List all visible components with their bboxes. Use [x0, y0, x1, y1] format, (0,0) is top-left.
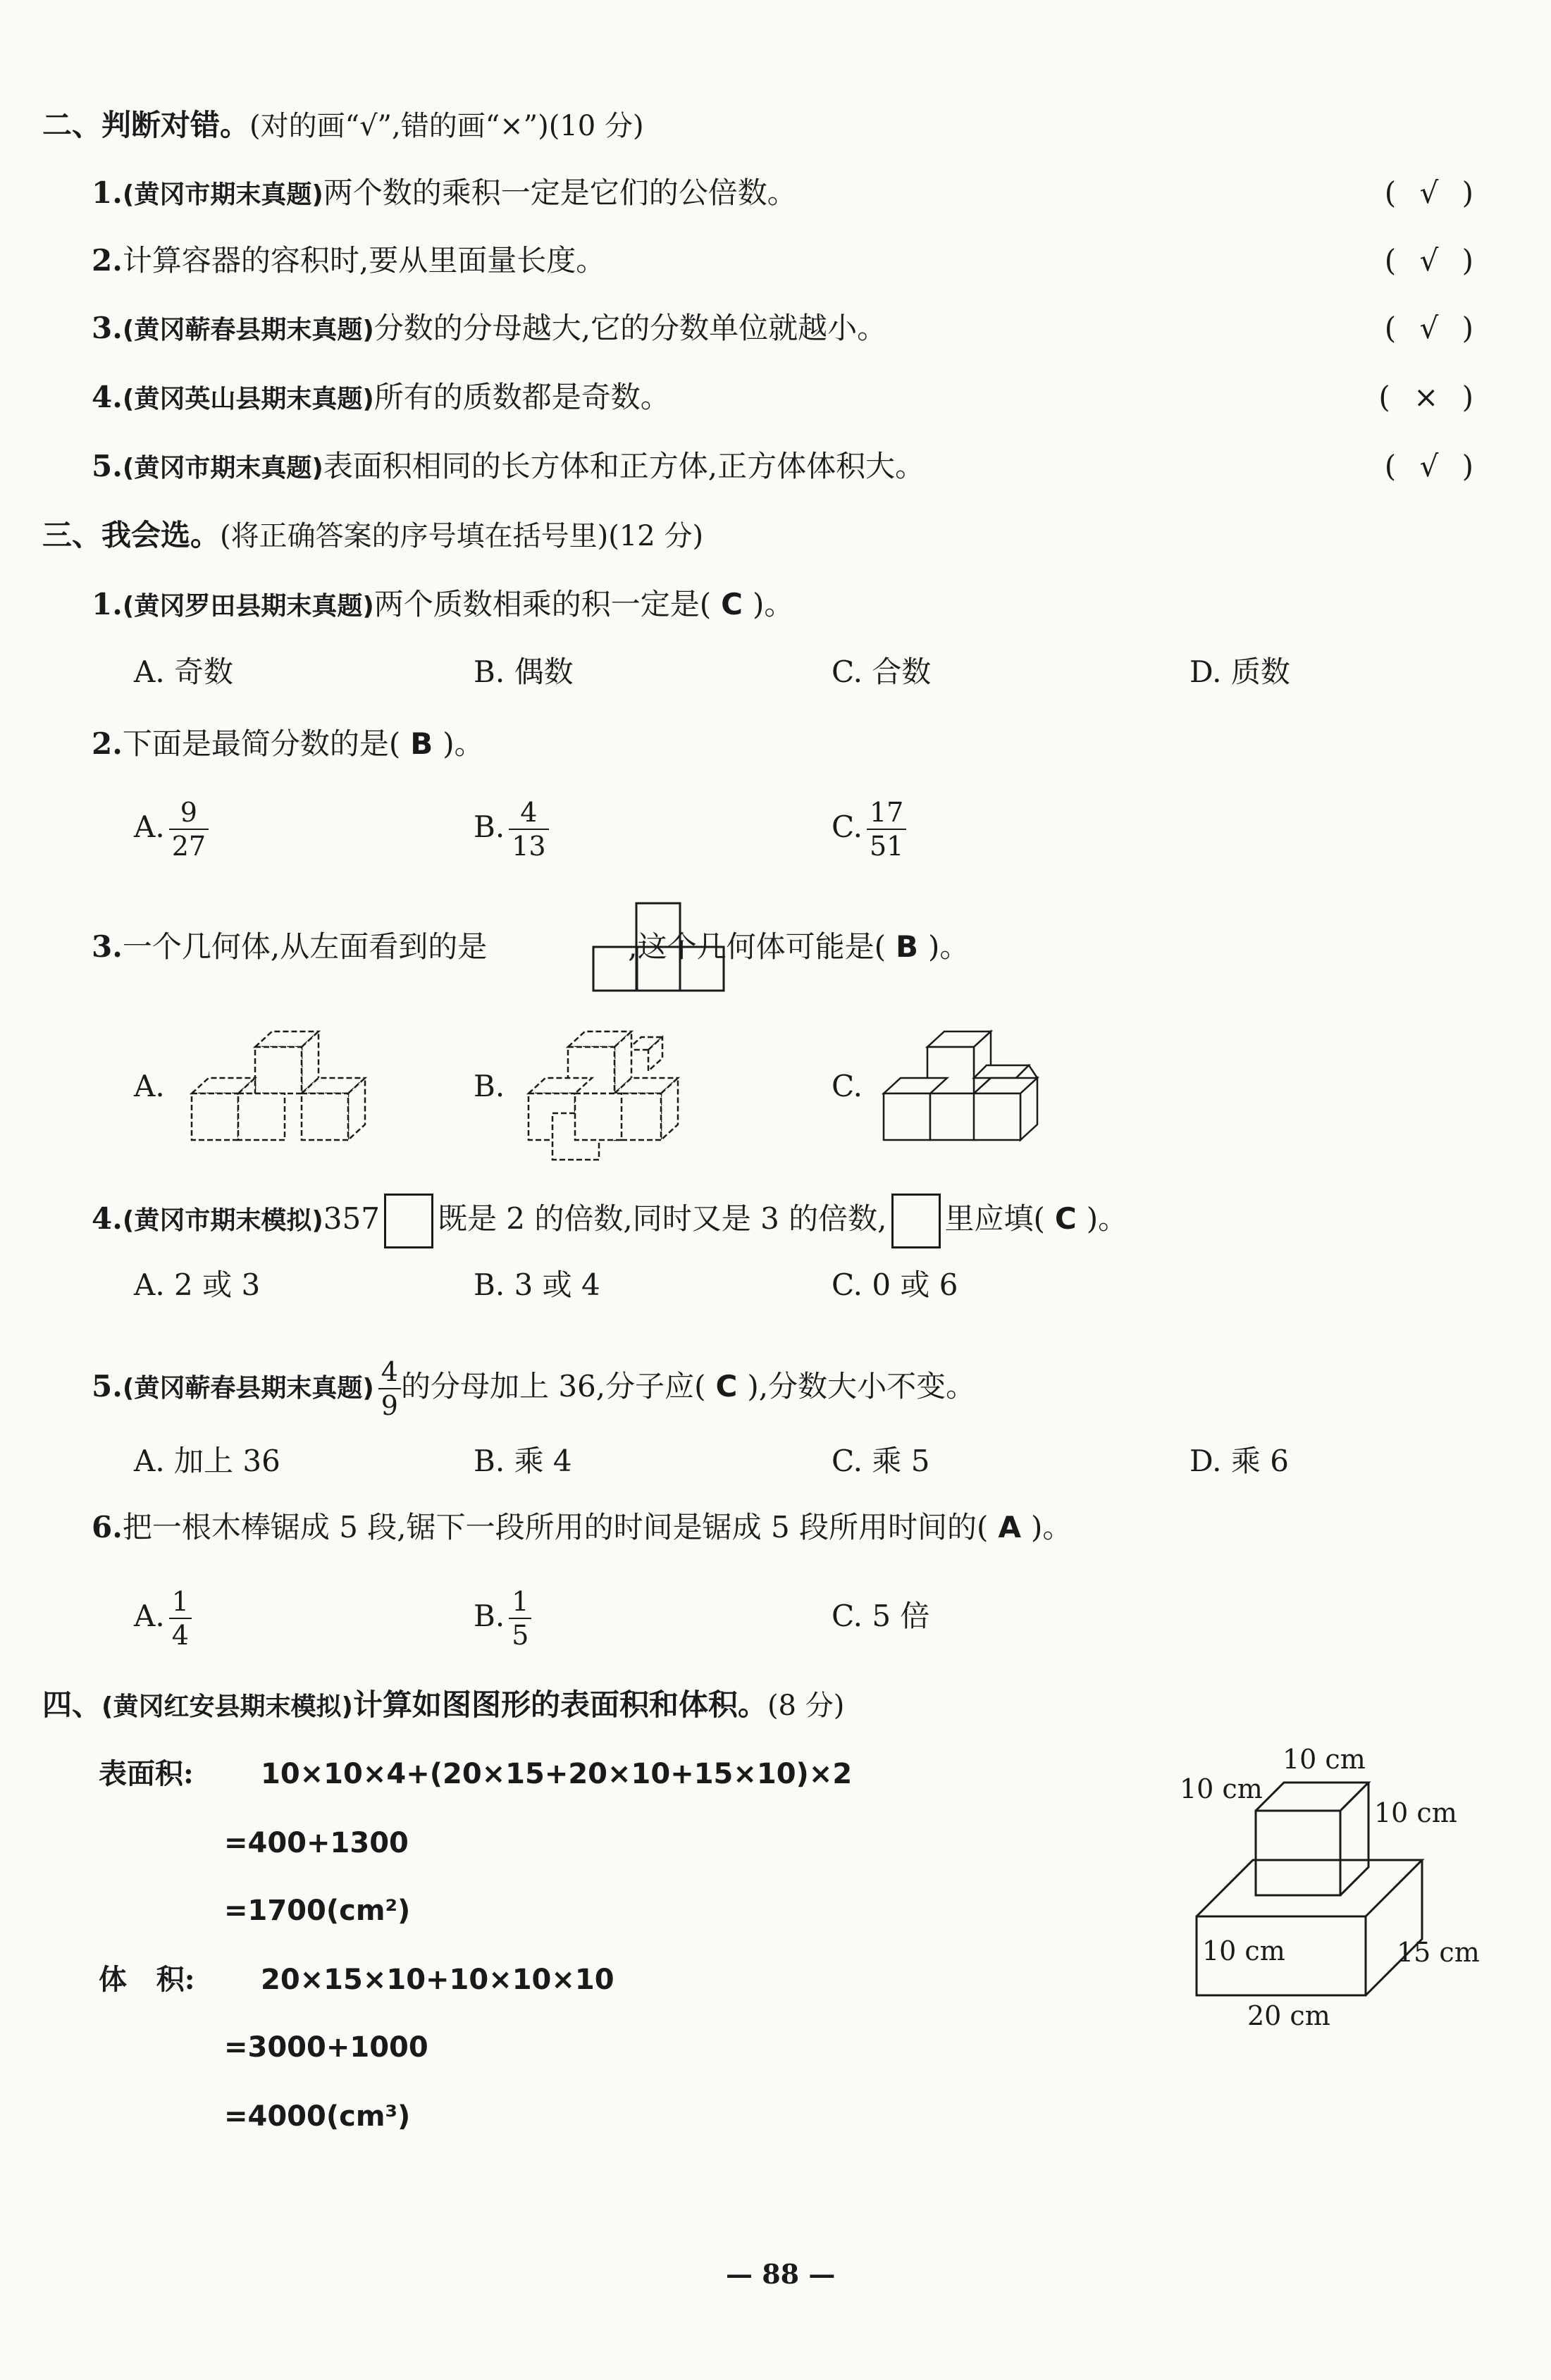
section3-title: 三、我会选。 [42, 518, 221, 552]
question-end: )。 [927, 929, 970, 964]
item-text: 所有的质数都是奇数。 [373, 380, 670, 414]
choice-question-4 [92, 1194, 1127, 1248]
item-text: 两个数的乘积一定是它们的公倍数。 [323, 175, 797, 210]
fraction [378, 1356, 401, 1422]
cube-figure-b [521, 1022, 691, 1163]
option-label: C. [832, 810, 863, 844]
q1-option-d: D. 质数 [1189, 655, 1290, 689]
question-number: 2. [92, 726, 123, 761]
q5-option-d: D. 乘 6 [1189, 1444, 1289, 1478]
item-number: 3. [92, 311, 123, 345]
answer: C [715, 1369, 738, 1403]
question-text: 下面是最简分数的是( [122, 726, 401, 761]
blank-box [384, 1194, 433, 1248]
q5-option-b: B. 乘 4 [474, 1444, 572, 1478]
numerator: 9 [169, 796, 209, 830]
volume-line-1 [99, 1960, 195, 2000]
numerator: 17 [867, 796, 906, 830]
surface-calc-1: 10×10×4+(20×15+20×10+15×10)×2 [261, 1758, 853, 1790]
q1-option-c: C. 合数 [832, 655, 932, 689]
label-cube-top: 10 cm [1283, 1744, 1366, 1775]
section2-heading [42, 106, 644, 146]
q3-option-b: B. [474, 1069, 505, 1103]
cube-figure-c [881, 1022, 1050, 1148]
q4-option-b: B. 3 或 4 [474, 1268, 600, 1302]
item-source: (黄冈市期末真题) [122, 180, 323, 209]
section4-title: 计算如图图形的表面积和体积。 [352, 1687, 767, 1722]
item-source: (黄冈蕲春县期末真题) [122, 316, 374, 345]
question-text-2: ,这个几何体可能是( [628, 929, 886, 964]
item-number: 1. [92, 175, 123, 210]
answer: B [410, 726, 433, 761]
option-label: A. [134, 810, 165, 844]
section4-heading [42, 1685, 844, 1727]
volume-label: 体 积: [99, 1963, 195, 1996]
question-end: )。 [1030, 1510, 1073, 1544]
choice-question-3 [92, 927, 969, 967]
judge-item-1 [92, 173, 797, 215]
left-view-shape [592, 900, 733, 995]
judge-item-4 [92, 378, 670, 419]
q2-option-b [474, 796, 549, 862]
question-end: )。 [1086, 1201, 1128, 1236]
denominator: 9 [381, 1390, 398, 1421]
section3-note: (将正确答案的序号填在括号里)(12 分) [220, 520, 704, 552]
option-label: B. [474, 810, 505, 844]
label-cube-left: 10 cm [1180, 1773, 1263, 1804]
solid-figure [1170, 1740, 1494, 2036]
q3-option-a: A. [134, 1069, 165, 1103]
question-source: (黄冈罗田县期末真题) [122, 592, 374, 621]
judge-mark-3: ( √ ) [1384, 311, 1481, 345]
page-number: — 88 — [726, 2258, 836, 2290]
question-number: 4. [92, 1201, 123, 1236]
judge-item-2 [92, 241, 605, 280]
q6-option-b [474, 1585, 531, 1651]
q2-option-c [832, 796, 906, 862]
fraction [169, 796, 209, 862]
choice-question-2 [92, 724, 484, 764]
label-box-width: 20 cm [1247, 2000, 1330, 2031]
label-box-height: 10 cm [1202, 1935, 1285, 1966]
q2-option-a [134, 796, 209, 862]
q3-option-c: C. [832, 1069, 863, 1103]
answer: B [895, 929, 918, 964]
question-number: 3. [92, 929, 123, 964]
question-end: ),分数大小不变。 [747, 1369, 976, 1403]
numerator: 1 [509, 1585, 531, 1619]
fraction [169, 1585, 192, 1651]
item-text: 计算容器的容积时,要从里面量长度。 [122, 243, 606, 278]
numerator: 1 [169, 1585, 192, 1619]
denominator: 51 [870, 831, 904, 862]
question-text: 两个质数相乘的积一定是( [373, 587, 712, 621]
label-cube-right: 10 cm [1374, 1797, 1457, 1828]
question-end: )。 [753, 587, 794, 621]
item-number: 4. [92, 380, 123, 414]
surface-calc-2: =400+1300 [224, 1827, 409, 1859]
question-text-2: 既是 2 的倍数,同时又是 3 的倍数, [437, 1201, 887, 1236]
answer: A [998, 1510, 1021, 1544]
question-number: 5. [92, 1369, 123, 1403]
question-source: (黄冈蕲春县期末真题) [122, 1374, 374, 1403]
denominator: 13 [512, 831, 546, 862]
choice-question-1 [92, 585, 793, 626]
section4-prefix: 四、 [42, 1687, 102, 1722]
label-box-depth: 15 cm [1397, 1937, 1480, 1968]
question-text: 把一根木棒锯成 5 段,锯下一段所用的时间是锯成 5 段所用时间的( [122, 1510, 989, 1544]
question-number: 6. [92, 1510, 123, 1544]
item-text: 表面积相同的长方体和正方体,正方体体积大。 [323, 449, 925, 483]
denominator: 27 [171, 831, 206, 862]
item-text: 分数的分母越大,它的分数单位就越小。 [373, 311, 887, 345]
item-number: 2. [92, 243, 123, 278]
item-source: (黄冈市期末真题) [122, 454, 323, 483]
question-text: 的分母加上 36,分子应( [400, 1369, 706, 1403]
denominator: 4 [171, 1620, 189, 1651]
judge-mark-4: ( × ) [1378, 380, 1481, 414]
surface-area-label: 表面积: [99, 1757, 194, 1790]
question-end: )。 [443, 726, 484, 761]
section2-note: (对的画“√”,错的画“×”)(10 分) [249, 110, 644, 142]
judge-item-5 [92, 447, 925, 488]
volume-calc-1: 20×15×10+10×10×10 [261, 1964, 614, 1996]
volume-calc-2: =3000+1000 [224, 2031, 428, 2064]
item-source: (黄冈英山县期末真题) [122, 385, 374, 414]
section4-source: (黄冈红安县期末模拟) [101, 1692, 353, 1721]
volume-calc-3: =4000(cm³) [224, 2100, 411, 2133]
question-number: 1. [92, 587, 123, 621]
surface-area-line-1 [99, 1754, 194, 1794]
q4-option-a: A. 2 或 3 [134, 1268, 261, 1302]
fraction [867, 796, 906, 862]
q5-option-c: C. 乘 5 [832, 1444, 930, 1478]
option-label: A. [134, 1599, 165, 1633]
judge-mark-5: ( √ ) [1384, 449, 1481, 483]
item-number: 5. [92, 449, 123, 483]
denominator: 5 [512, 1620, 529, 1651]
section2-title: 二、判断对错。 [42, 108, 250, 142]
numerator: 4 [509, 796, 548, 830]
question-text-3: 里应填( [944, 1201, 1045, 1236]
blank-box-2 [891, 1194, 941, 1248]
fraction [509, 796, 548, 862]
fraction [509, 1585, 531, 1651]
q1-option-b: B. 偶数 [474, 655, 574, 689]
section4-score: (8 分) [767, 1690, 845, 1722]
q1-option-a: A. 奇数 [134, 655, 234, 689]
choice-question-6 [92, 1508, 1072, 1547]
q6-option-c: C. 5 倍 [832, 1599, 930, 1633]
q6-option-a [134, 1585, 192, 1651]
judge-mark-1: ( √ ) [1384, 175, 1481, 210]
choice-question-5 [92, 1356, 975, 1422]
judge-item-3 [92, 309, 886, 350]
question-text: 357 [323, 1201, 380, 1236]
question-text: 一个几何体,从左面看到的是 [122, 929, 488, 964]
section3-heading [42, 516, 703, 556]
question-source: (黄冈市期末模拟) [122, 1206, 323, 1235]
cube-figure-a [185, 1022, 375, 1155]
q4-option-c: C. 0 或 6 [832, 1268, 958, 1302]
numerator: 4 [378, 1356, 401, 1389]
surface-calc-3: =1700(cm²) [224, 1895, 411, 1927]
judge-mark-2: ( √ ) [1384, 243, 1481, 278]
option-label: B. [474, 1599, 505, 1633]
answer: C [721, 587, 743, 621]
answer: C [1054, 1201, 1077, 1236]
q5-option-a: A. 加上 36 [134, 1444, 280, 1478]
